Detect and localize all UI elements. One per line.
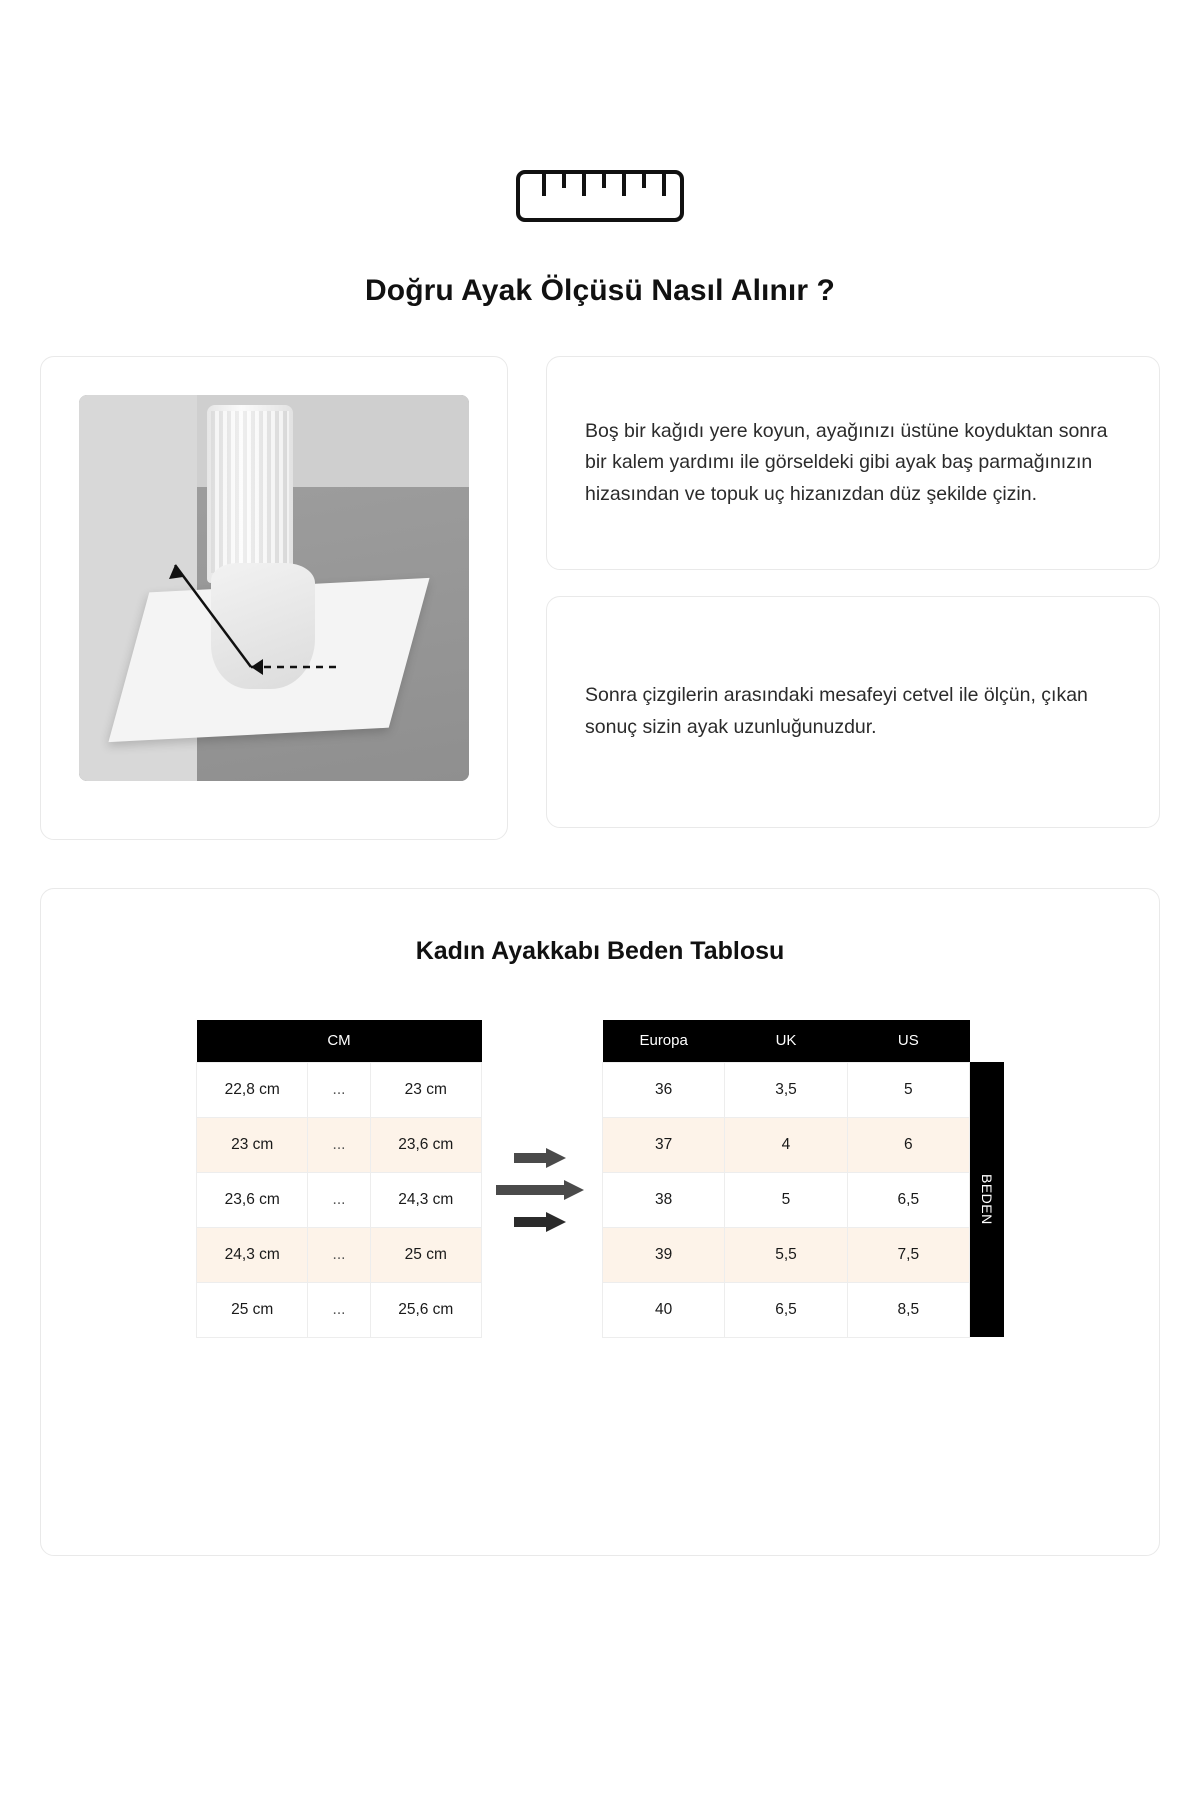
size-header-europa: Europa — [603, 1020, 725, 1062]
size-us: 5 — [847, 1062, 969, 1117]
beden-label: BEDEN — [979, 1174, 995, 1225]
cm-from: 25 cm — [197, 1282, 308, 1337]
size-header-us: US — [847, 1020, 969, 1062]
size-table-title: Kadın Ayakkabı Beden Tablosu — [415, 937, 785, 965]
cm-sep: ... — [308, 1227, 370, 1282]
size-europa: 38 — [603, 1172, 725, 1227]
cm-header: CM — [197, 1020, 482, 1062]
cm-sep: ... — [308, 1062, 370, 1117]
size-uk: 5 — [725, 1172, 847, 1227]
cm-sep: ... — [308, 1282, 370, 1337]
beden-label-column — [970, 1062, 1004, 1337]
size-europa: 37 — [603, 1117, 725, 1172]
size-conversion-table — [602, 1020, 970, 1338]
size-us: 8,5 — [847, 1282, 969, 1337]
table-row — [197, 1062, 482, 1117]
cm-from: 23,6 cm — [197, 1172, 308, 1227]
arrow-right-icon — [496, 1180, 588, 1200]
instruction-text-1: Boş bir kağıdı yere koyun, ayağınızı üstüne koyduktan sonra bir kalem yardımı ile görseldeki gibi ayak baş parmağınızın hizasından ve topuk uç hizanızdan düz şekilde çizin. — [585, 419, 1108, 505]
cm-from: 22,8 cm — [197, 1062, 308, 1117]
size-us: 7,5 — [847, 1227, 969, 1282]
cm-from: 24,3 cm — [197, 1227, 308, 1282]
tables-wrap — [41, 1020, 1159, 1338]
instruction-card-1 — [546, 356, 1160, 570]
arrow-right-icon — [514, 1148, 570, 1168]
table-row — [197, 1227, 482, 1282]
instruction-text-2: Sonra çizgilerin arasındaki mesafeyi cetvel ile ölçün, çıkan sonuç sizin ayak uzunluğunuzdur. — [585, 684, 1088, 738]
table-row — [197, 1282, 482, 1337]
foot-measure-photo — [79, 395, 469, 781]
cm-sep: ... — [308, 1117, 370, 1172]
size-us: 6,5 — [847, 1172, 969, 1227]
table-row — [603, 1172, 970, 1227]
table-row — [603, 1117, 970, 1172]
size-uk: 3,5 — [725, 1062, 847, 1117]
table-row — [197, 1172, 482, 1227]
size-uk: 4 — [725, 1117, 847, 1172]
arrow-right-icon — [514, 1212, 570, 1232]
cm-to: 25 cm — [370, 1227, 481, 1282]
cm-to: 23,6 cm — [370, 1117, 481, 1172]
photo-card — [40, 356, 508, 840]
page-content — [40, 0, 1160, 1556]
table-row — [603, 1062, 970, 1117]
table-row — [603, 1227, 970, 1282]
size-uk: 5,5 — [725, 1227, 847, 1282]
table-row — [197, 1117, 482, 1172]
cm-sep: ... — [308, 1172, 370, 1227]
ruler-icon-wrap — [40, 170, 1160, 222]
conversion-arrows — [482, 1148, 602, 1232]
size-europa: 36 — [603, 1062, 725, 1117]
cm-from: 23 cm — [197, 1117, 308, 1172]
table-row — [603, 1282, 970, 1337]
cm-to: 23 cm — [370, 1062, 481, 1117]
intro-row — [40, 356, 1160, 840]
instruction-card-2 — [546, 596, 1160, 828]
size-header-uk: UK — [725, 1020, 847, 1062]
page-title: Doğru Ayak Ölçüsü Nasıl Alınır ? — [365, 274, 835, 307]
size-europa: 40 — [603, 1282, 725, 1337]
size-us: 6 — [847, 1117, 969, 1172]
instructions-column — [546, 356, 1160, 828]
cm-table — [196, 1020, 482, 1338]
size-uk: 6,5 — [725, 1282, 847, 1337]
cm-to: 24,3 cm — [370, 1172, 481, 1227]
cm-to: 25,6 cm — [370, 1282, 481, 1337]
size-europa: 39 — [603, 1227, 725, 1282]
measure-arrow-icon — [79, 395, 469, 781]
ruler-icon — [516, 170, 684, 222]
size-table-card — [40, 888, 1160, 1556]
